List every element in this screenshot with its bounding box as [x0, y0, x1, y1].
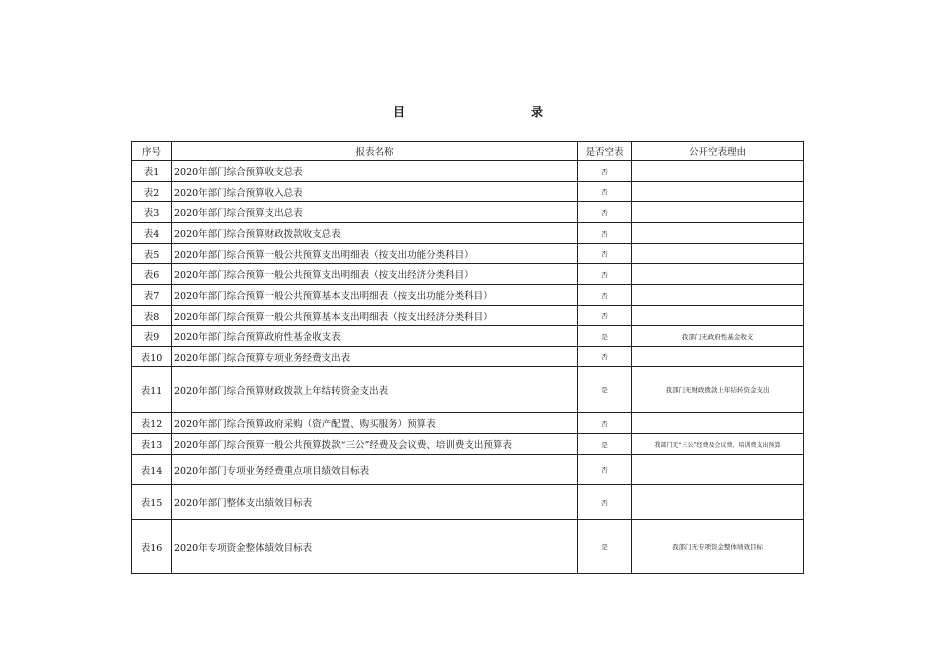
- is-empty: 否: [578, 161, 632, 182]
- report-name: 2020年部门综合预算政府采购（资产配置、购买服务）预算表: [172, 413, 578, 434]
- table-row: [132, 413, 804, 434]
- empty-reason: [632, 244, 804, 264]
- table-row: [132, 306, 804, 326]
- table-row: [132, 347, 804, 367]
- empty-reason: [632, 306, 804, 326]
- report-name: 2020年部门综合预算一般公共预算支出明细表（按支出功能分类科目）: [172, 244, 578, 264]
- row-number: 表6: [132, 264, 172, 285]
- header-empty: 是否空表: [578, 142, 632, 161]
- catalog-table: [131, 141, 804, 574]
- is-empty: 是: [578, 434, 632, 455]
- report-name: 2020年部门综合预算一般公共预算拨款“三公”经费及会议费、培训费支出预算表: [172, 434, 578, 455]
- row-number: 表1: [132, 161, 172, 182]
- empty-reason: [632, 347, 804, 367]
- report-name: 2020年部门综合预算收支总表: [172, 161, 578, 182]
- header-reason: 公开空表理由: [632, 142, 804, 161]
- empty-reason: [632, 455, 804, 485]
- title-left: 目: [393, 105, 406, 119]
- empty-reason: [632, 182, 804, 202]
- empty-reason: [632, 202, 804, 223]
- table-row: [132, 434, 804, 455]
- empty-reason: [632, 413, 804, 434]
- row-number: 表8: [132, 306, 172, 326]
- is-empty: 否: [578, 285, 632, 306]
- row-number: 表5: [132, 244, 172, 264]
- report-name: 2020年部门综合预算一般公共预算基本支出明细表（按支出功能分类科目）: [172, 285, 578, 306]
- report-name: 2020年部门整体支出绩效目标表: [172, 485, 578, 520]
- empty-reason: [632, 485, 804, 520]
- title-right: 录: [531, 105, 544, 119]
- report-name: 2020年部门综合预算收入总表: [172, 182, 578, 202]
- is-empty: 否: [578, 347, 632, 367]
- table-row: [132, 326, 804, 347]
- empty-reason: [632, 264, 804, 285]
- row-number: 表16: [132, 520, 172, 574]
- report-name: 2020年部门综合预算专项业务经费支出表: [172, 347, 578, 367]
- empty-reason: 我部门无专项资金整体绩效目标: [632, 520, 804, 574]
- report-name: 2020年部门综合预算政府性基金收支表: [172, 326, 578, 347]
- row-number: 表7: [132, 285, 172, 306]
- header-no: 序号: [132, 142, 172, 161]
- table-row: [132, 202, 804, 223]
- row-number: 表3: [132, 202, 172, 223]
- header-name: 报表名称: [172, 142, 578, 161]
- report-name: 2020年部门综合预算一般公共预算支出明细表（按支出经济分类科目）: [172, 264, 578, 285]
- empty-reason: 我部门无政府性基金收支: [632, 326, 804, 347]
- table-row: [132, 264, 804, 285]
- row-number: 表13: [132, 434, 172, 455]
- is-empty: 是: [578, 367, 632, 413]
- is-empty: 否: [578, 413, 632, 434]
- table-row: [132, 455, 804, 485]
- is-empty: 否: [578, 455, 632, 485]
- table-row: [132, 223, 804, 244]
- row-number: 表11: [132, 367, 172, 413]
- table-row: [132, 182, 804, 202]
- row-number: 表15: [132, 485, 172, 520]
- is-empty: 否: [578, 223, 632, 244]
- is-empty: 否: [578, 202, 632, 223]
- header-row: [132, 142, 804, 161]
- table-row: [132, 367, 804, 413]
- report-name: 2020年专项资金整体绩效目标表: [172, 520, 578, 574]
- empty-reason: 我部门无财政拨款上年结转资金支出: [632, 367, 804, 413]
- row-number: 表10: [132, 347, 172, 367]
- report-name: 2020年部门专项业务经费重点项目绩效目标表: [172, 455, 578, 485]
- is-empty: 是: [578, 520, 632, 574]
- report-name: 2020年部门综合预算支出总表: [172, 202, 578, 223]
- table-row: [132, 285, 804, 306]
- row-number: 表4: [132, 223, 172, 244]
- empty-reason: 我部门无“三公”经费及会议费、培训费支出预算: [632, 434, 804, 455]
- empty-reason: [632, 223, 804, 244]
- is-empty: 否: [578, 485, 632, 520]
- is-empty: 否: [578, 244, 632, 264]
- row-number: 表14: [132, 455, 172, 485]
- is-empty: 是: [578, 326, 632, 347]
- is-empty: 否: [578, 264, 632, 285]
- is-empty: 否: [578, 306, 632, 326]
- row-number: 表2: [132, 182, 172, 202]
- table-row: [132, 244, 804, 264]
- empty-reason: [632, 285, 804, 306]
- table-row: [132, 520, 804, 574]
- empty-reason: [632, 161, 804, 182]
- is-empty: 否: [578, 182, 632, 202]
- report-name: 2020年部门综合预算一般公共预算基本支出明细表（按支出经济分类科目）: [172, 306, 578, 326]
- report-name: 2020年部门综合预算财政拨款收支总表: [172, 223, 578, 244]
- report-name: 2020年部门综合预算财政拨款上年结转资金支出表: [172, 367, 578, 413]
- table-row: [132, 161, 804, 182]
- table-row: [132, 485, 804, 520]
- row-number: 表9: [132, 326, 172, 347]
- row-number: 表12: [132, 413, 172, 434]
